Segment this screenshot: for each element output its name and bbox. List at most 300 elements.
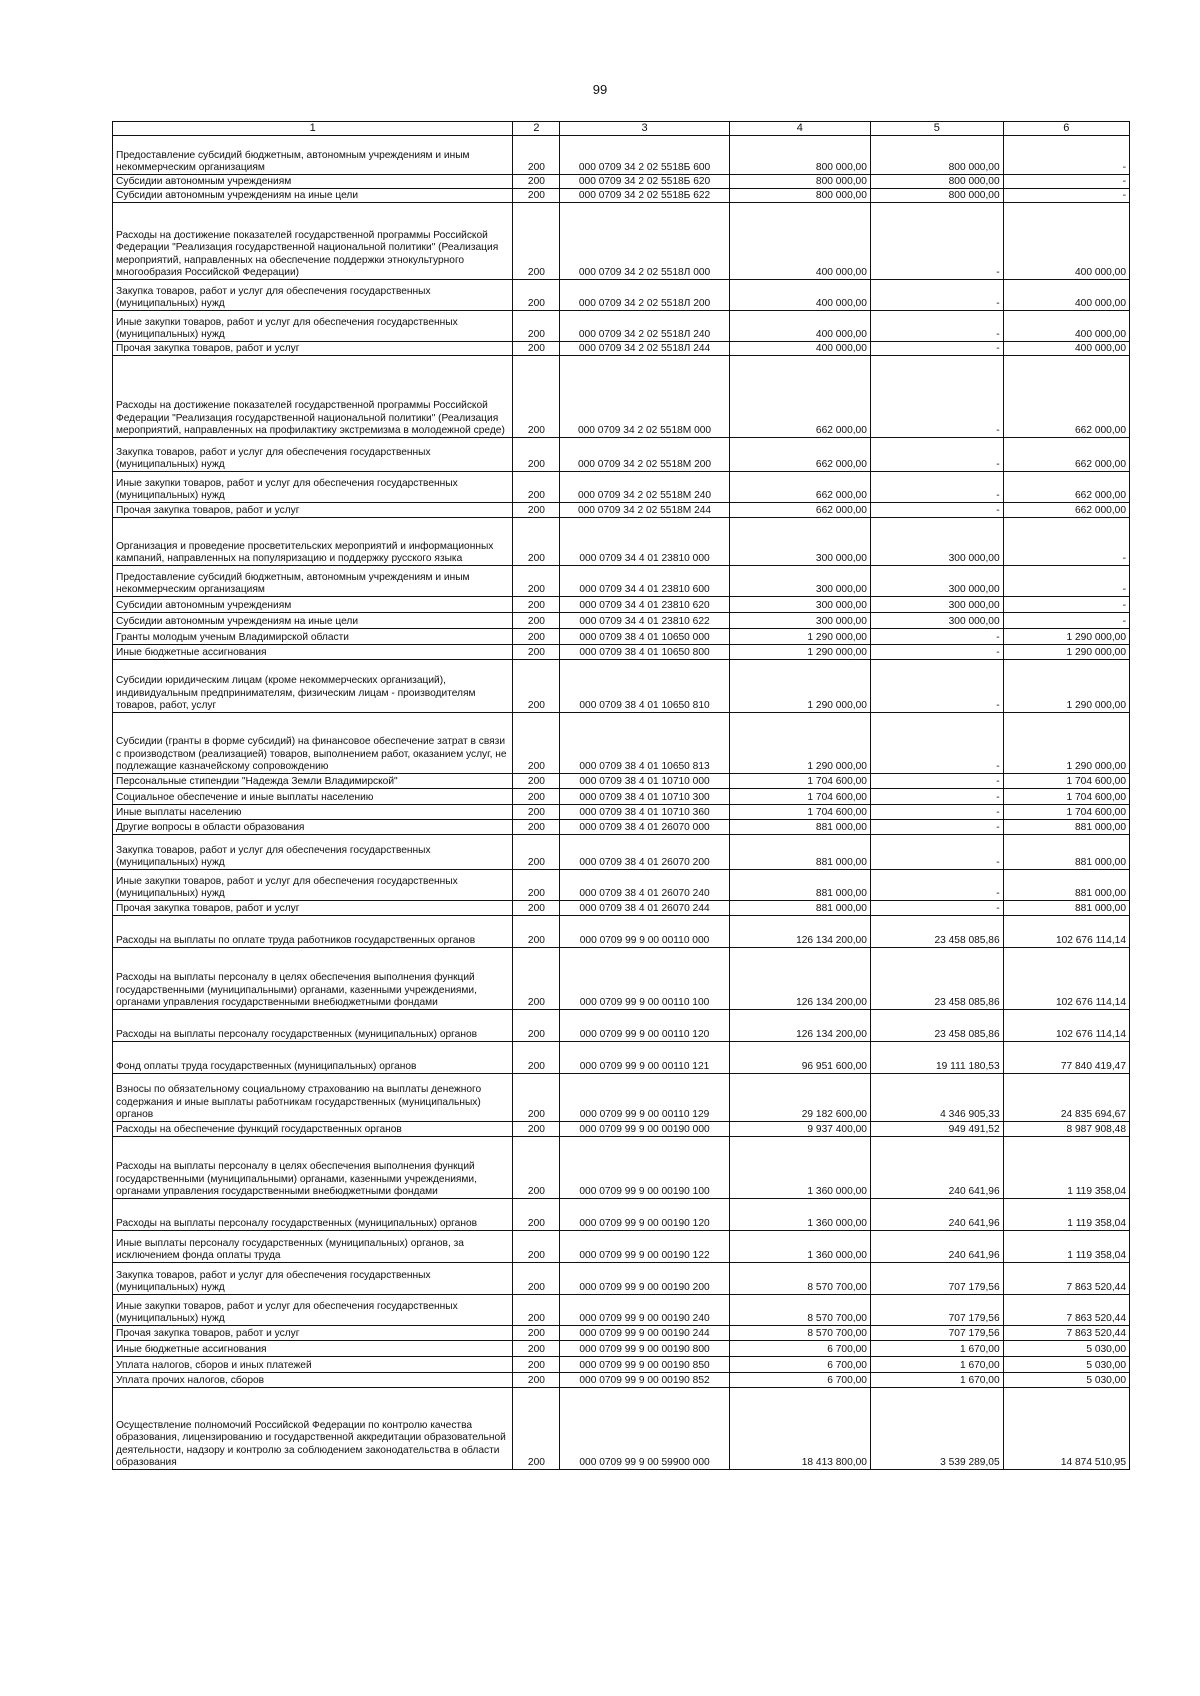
executed-amount-cell: 240 641,96 — [870, 1199, 1003, 1231]
approved-amount-cell: 400 000,00 — [729, 311, 870, 342]
remaining-amount-cell: 1 290 000,00 — [1003, 713, 1129, 774]
admin-code-cell: 200 — [513, 356, 560, 438]
approved-amount-cell: 9 937 400,00 — [729, 1122, 870, 1137]
table-row — [113, 1122, 1130, 1137]
budget-code-cell: 000 0709 99 9 00 00190 200 — [560, 1263, 729, 1295]
budget-code-cell: 000 0709 34 4 01 23810 000 — [560, 518, 729, 566]
approved-amount-cell: 300 000,00 — [729, 518, 870, 566]
approved-amount-cell: 800 000,00 — [729, 136, 870, 175]
item-name-cell: Прочая закупка товаров, работ и услуг — [113, 901, 513, 916]
admin-code-cell: 200 — [513, 1199, 560, 1231]
col-header-2: 2 — [513, 122, 560, 136]
executed-amount-cell: 19 111 180,53 — [870, 1042, 1003, 1074]
remaining-amount-cell: 1 290 000,00 — [1003, 645, 1129, 660]
col-header-3: 3 — [560, 122, 729, 136]
executed-amount-cell: - — [870, 660, 1003, 713]
remaining-amount-cell: 1 290 000,00 — [1003, 660, 1129, 713]
budget-code-cell: 000 0709 99 9 00 00110 120 — [560, 1010, 729, 1042]
executed-amount-cell: 23 458 085,86 — [870, 916, 1003, 948]
admin-code-cell: 200 — [513, 835, 560, 870]
admin-code-cell: 200 — [513, 1295, 560, 1326]
admin-code-cell: 200 — [513, 342, 560, 356]
table-row — [113, 311, 1130, 342]
executed-amount-cell: - — [870, 472, 1003, 503]
item-name-cell: Прочая закупка товаров, работ и услуг — [113, 1326, 513, 1341]
remaining-amount-cell: 5 030,00 — [1003, 1373, 1129, 1388]
item-name-cell: Субсидии автономным учреждениям на иные цели — [113, 613, 513, 629]
admin-code-cell: 200 — [513, 597, 560, 613]
remaining-amount-cell: 1 119 358,04 — [1003, 1199, 1129, 1231]
admin-code-cell: 200 — [513, 1042, 560, 1074]
item-name-cell: Организация и проведение просветительских мероприятий и информационных кампаний, направленных на популяризацию и поддержку русского языка — [113, 518, 513, 566]
item-name-cell: Другие вопросы в области образования — [113, 820, 513, 835]
remaining-amount-cell: 881 000,00 — [1003, 835, 1129, 870]
approved-amount-cell: 1 290 000,00 — [729, 660, 870, 713]
executed-amount-cell: 800 000,00 — [870, 136, 1003, 175]
table-row — [113, 438, 1130, 472]
remaining-amount-cell: - — [1003, 175, 1129, 189]
remaining-amount-cell: - — [1003, 566, 1129, 597]
page-number: 99 — [592, 82, 608, 97]
remaining-amount-cell: 400 000,00 — [1003, 311, 1129, 342]
executed-amount-cell: - — [870, 311, 1003, 342]
admin-code-cell: 200 — [513, 820, 560, 835]
admin-code-cell: 200 — [513, 645, 560, 660]
remaining-amount-cell: 102 676 114,14 — [1003, 916, 1129, 948]
item-name-cell: Закупка товаров, работ и услуг для обеспечения государственных (муниципальных) нужд — [113, 438, 513, 472]
table-row — [113, 1137, 1130, 1199]
executed-amount-cell: 707 179,56 — [870, 1263, 1003, 1295]
remaining-amount-cell: 881 000,00 — [1003, 870, 1129, 901]
approved-amount-cell: 400 000,00 — [729, 203, 870, 280]
budget-code-cell: 000 0709 34 2 02 5518Б 600 — [560, 136, 729, 175]
executed-amount-cell: 707 179,56 — [870, 1295, 1003, 1326]
admin-code-cell: 200 — [513, 280, 560, 311]
executed-amount-cell: - — [870, 629, 1003, 645]
approved-amount-cell: 662 000,00 — [729, 503, 870, 518]
approved-amount-cell: 300 000,00 — [729, 566, 870, 597]
remaining-amount-cell: 1 119 358,04 — [1003, 1137, 1129, 1199]
remaining-amount-cell: 8 987 908,48 — [1003, 1122, 1129, 1137]
remaining-amount-cell: 881 000,00 — [1003, 820, 1129, 835]
table-row — [113, 1341, 1130, 1357]
budget-code-cell: 000 0709 38 4 01 10710 300 — [560, 789, 729, 805]
admin-code-cell: 200 — [513, 311, 560, 342]
table-row — [113, 1357, 1130, 1373]
remaining-amount-cell: 14 874 510,95 — [1003, 1388, 1129, 1470]
executed-amount-cell: 949 491,52 — [870, 1122, 1003, 1137]
item-name-cell: Закупка товаров, работ и услуг для обеспечения государственных (муниципальных) нужд — [113, 1263, 513, 1295]
item-name-cell: Иные закупки товаров, работ и услуг для обеспечения государственных (муниципальных) нужд — [113, 1295, 513, 1326]
table-row — [113, 136, 1130, 175]
table-row — [113, 280, 1130, 311]
table-row — [113, 948, 1130, 1010]
table-row — [113, 175, 1130, 189]
col-header-1: 1 — [113, 122, 513, 136]
budget-code-cell: 000 0709 34 2 02 5518М 000 — [560, 356, 729, 438]
remaining-amount-cell: - — [1003, 518, 1129, 566]
item-name-cell: Уплата налогов, сборов и иных платежей — [113, 1357, 513, 1373]
approved-amount-cell: 1 290 000,00 — [729, 645, 870, 660]
admin-code-cell: 200 — [513, 1263, 560, 1295]
approved-amount-cell: 96 951 600,00 — [729, 1042, 870, 1074]
table-header-row — [113, 122, 1130, 136]
item-name-cell: Расходы на обеспечение функций государственных органов — [113, 1122, 513, 1137]
executed-amount-cell: 300 000,00 — [870, 518, 1003, 566]
budget-code-cell: 000 0709 34 4 01 23810 600 — [560, 566, 729, 597]
admin-code-cell: 200 — [513, 774, 560, 789]
executed-amount-cell: 1 670,00 — [870, 1341, 1003, 1357]
item-name-cell: Фонд оплаты труда государственных (муниципальных) органов — [113, 1042, 513, 1074]
executed-amount-cell: - — [870, 280, 1003, 311]
executed-amount-cell: - — [870, 203, 1003, 280]
table-row — [113, 203, 1130, 280]
table-row — [113, 774, 1130, 789]
admin-code-cell: 200 — [513, 613, 560, 629]
remaining-amount-cell: - — [1003, 189, 1129, 203]
remaining-amount-cell: 662 000,00 — [1003, 356, 1129, 438]
table-row — [113, 1199, 1130, 1231]
remaining-amount-cell: 77 840 419,47 — [1003, 1042, 1129, 1074]
approved-amount-cell: 1 360 000,00 — [729, 1231, 870, 1263]
item-name-cell: Предоставление субсидий бюджетным, автономным учреждениям и иным некоммерческим организациям — [113, 136, 513, 175]
approved-amount-cell: 881 000,00 — [729, 835, 870, 870]
remaining-amount-cell: 1 290 000,00 — [1003, 629, 1129, 645]
budget-code-cell: 000 0709 38 4 01 10710 360 — [560, 805, 729, 820]
budget-code-cell: 000 0709 38 4 01 26070 200 — [560, 835, 729, 870]
table-row — [113, 1373, 1130, 1388]
admin-code-cell: 200 — [513, 1326, 560, 1341]
budget-code-cell: 000 0709 99 9 00 00190 244 — [560, 1326, 729, 1341]
table-row — [113, 472, 1130, 503]
budget-code-cell: 000 0709 99 9 00 00190 000 — [560, 1122, 729, 1137]
approved-amount-cell: 1 704 600,00 — [729, 805, 870, 820]
approved-amount-cell: 881 000,00 — [729, 870, 870, 901]
executed-amount-cell: - — [870, 503, 1003, 518]
executed-amount-cell: - — [870, 713, 1003, 774]
executed-amount-cell: 4 346 905,33 — [870, 1074, 1003, 1122]
approved-amount-cell: 400 000,00 — [729, 280, 870, 311]
budget-code-cell: 000 0709 34 2 02 5518Б 620 — [560, 175, 729, 189]
executed-amount-cell: - — [870, 438, 1003, 472]
col-header-4: 4 — [729, 122, 870, 136]
admin-code-cell: 200 — [513, 629, 560, 645]
admin-code-cell: 200 — [513, 175, 560, 189]
item-name-cell: Взносы по обязательному социальному страхованию на выплаты денежного содержания и иные выплаты работникам государственных (муниципальных) органов — [113, 1074, 513, 1122]
item-name-cell: Иные выплаты персоналу государственных (муниципальных) органов, за исключением фонда оплаты труда — [113, 1231, 513, 1263]
executed-amount-cell: 3 539 289,05 — [870, 1388, 1003, 1470]
budget-code-cell: 000 0709 34 2 02 5518Б 622 — [560, 189, 729, 203]
table-row — [113, 1263, 1130, 1295]
admin-code-cell: 200 — [513, 1074, 560, 1122]
item-name-cell: Расходы на выплаты персоналу государственных (муниципальных) органов — [113, 1010, 513, 1042]
budget-code-cell: 000 0709 38 4 01 10650 813 — [560, 713, 729, 774]
item-name-cell: Уплата прочих налогов, сборов — [113, 1373, 513, 1388]
table-row — [113, 629, 1130, 645]
item-name-cell: Закупка товаров, работ и услуг для обеспечения государственных (муниципальных) нужд — [113, 835, 513, 870]
item-name-cell: Субсидии автономным учреждениям на иные цели — [113, 189, 513, 203]
admin-code-cell: 200 — [513, 805, 560, 820]
admin-code-cell: 200 — [513, 916, 560, 948]
budget-code-cell: 000 0709 99 9 00 00190 122 — [560, 1231, 729, 1263]
admin-code-cell: 200 — [513, 1357, 560, 1373]
admin-code-cell: 200 — [513, 1137, 560, 1199]
col-header-6: 6 — [1003, 122, 1129, 136]
remaining-amount-cell: 1 119 358,04 — [1003, 1231, 1129, 1263]
admin-code-cell: 200 — [513, 1388, 560, 1470]
approved-amount-cell: 400 000,00 — [729, 342, 870, 356]
admin-code-cell: 200 — [513, 901, 560, 916]
approved-amount-cell: 1 360 000,00 — [729, 1137, 870, 1199]
table-row — [113, 820, 1130, 835]
table-row — [113, 597, 1130, 613]
item-name-cell: Гранты молодым ученым Владимирской области — [113, 629, 513, 645]
executed-amount-cell: - — [870, 356, 1003, 438]
remaining-amount-cell: 7 863 520,44 — [1003, 1295, 1129, 1326]
remaining-amount-cell: 1 704 600,00 — [1003, 805, 1129, 820]
remaining-amount-cell: 662 000,00 — [1003, 503, 1129, 518]
executed-amount-cell: 300 000,00 — [870, 566, 1003, 597]
remaining-amount-cell: 7 863 520,44 — [1003, 1263, 1129, 1295]
executed-amount-cell: - — [870, 645, 1003, 660]
remaining-amount-cell: 400 000,00 — [1003, 280, 1129, 311]
table-row — [113, 1074, 1130, 1122]
item-name-cell: Прочая закупка товаров, работ и услуг — [113, 503, 513, 518]
approved-amount-cell: 800 000,00 — [729, 175, 870, 189]
item-name-cell: Субсидии автономным учреждениям — [113, 175, 513, 189]
approved-amount-cell: 1 704 600,00 — [729, 774, 870, 789]
budget-code-cell: 000 0709 38 4 01 10650 810 — [560, 660, 729, 713]
budget-code-cell: 000 0709 34 2 02 5518Л 240 — [560, 311, 729, 342]
admin-code-cell: 200 — [513, 1010, 560, 1042]
approved-amount-cell: 881 000,00 — [729, 820, 870, 835]
executed-amount-cell: - — [870, 805, 1003, 820]
remaining-amount-cell: 662 000,00 — [1003, 438, 1129, 472]
executed-amount-cell: - — [870, 789, 1003, 805]
approved-amount-cell: 6 700,00 — [729, 1341, 870, 1357]
budget-code-cell: 000 0709 99 9 00 00190 800 — [560, 1341, 729, 1357]
budget-code-cell: 000 0709 99 9 00 00190 852 — [560, 1373, 729, 1388]
executed-amount-cell: 1 670,00 — [870, 1373, 1003, 1388]
executed-amount-cell: - — [870, 820, 1003, 835]
remaining-amount-cell: 400 000,00 — [1003, 342, 1129, 356]
admin-code-cell: 200 — [513, 1122, 560, 1137]
admin-code-cell: 200 — [513, 503, 560, 518]
table-row — [113, 870, 1130, 901]
table-row — [113, 566, 1130, 597]
approved-amount-cell: 6 700,00 — [729, 1357, 870, 1373]
approved-amount-cell: 1 290 000,00 — [729, 629, 870, 645]
executed-amount-cell: - — [870, 835, 1003, 870]
table-row — [113, 1326, 1130, 1341]
budget-code-cell: 000 0709 38 4 01 10650 800 — [560, 645, 729, 660]
budget-code-cell: 000 0709 99 9 00 00110 000 — [560, 916, 729, 948]
approved-amount-cell: 126 134 200,00 — [729, 1010, 870, 1042]
budget-code-cell: 000 0709 34 2 02 5518Л 200 — [560, 280, 729, 311]
item-name-cell: Предоставление субсидий бюджетным, автономным учреждениям и иным некоммерческим организациям — [113, 566, 513, 597]
executed-amount-cell: 1 670,00 — [870, 1357, 1003, 1373]
budget-execution-table — [112, 121, 1130, 1470]
approved-amount-cell: 1 360 000,00 — [729, 1199, 870, 1231]
admin-code-cell: 200 — [513, 660, 560, 713]
admin-code-cell: 200 — [513, 948, 560, 1010]
admin-code-cell: 200 — [513, 472, 560, 503]
item-name-cell: Расходы на выплаты персоналу государственных (муниципальных) органов — [113, 1199, 513, 1231]
budget-code-cell: 000 0709 34 2 02 5518Л 244 — [560, 342, 729, 356]
table-row — [113, 1010, 1130, 1042]
table-row — [113, 1388, 1130, 1470]
item-name-cell: Расходы на достижение показателей государственной программы Российской Федерации "Реализация государственной национальной политики" (Реализация мероприятий, направленных на профилактику экстремизма в молодежной среде) — [113, 356, 513, 438]
executed-amount-cell: 707 179,56 — [870, 1326, 1003, 1341]
executed-amount-cell: 800 000,00 — [870, 189, 1003, 203]
item-name-cell: Расходы на достижение показателей государственной программы Российской Федерации "Реализация государственной национальной политики" (Реализация мероприятий, направленных на обеспечение поддержки этнокультурного многообразия Российской Федерации) — [113, 203, 513, 280]
table-row — [113, 713, 1130, 774]
item-name-cell: Субсидии автономным учреждениям — [113, 597, 513, 613]
table-row — [113, 805, 1130, 820]
budget-code-cell: 000 0709 34 2 02 5518М 200 — [560, 438, 729, 472]
remaining-amount-cell: 5 030,00 — [1003, 1357, 1129, 1373]
remaining-amount-cell: 1 704 600,00 — [1003, 774, 1129, 789]
remaining-amount-cell: - — [1003, 597, 1129, 613]
remaining-amount-cell: 881 000,00 — [1003, 901, 1129, 916]
executed-amount-cell: - — [870, 342, 1003, 356]
item-name-cell: Персональные стипендии "Надежда Земли Владимирской" — [113, 774, 513, 789]
remaining-amount-cell: 662 000,00 — [1003, 472, 1129, 503]
executed-amount-cell: - — [870, 870, 1003, 901]
remaining-amount-cell: - — [1003, 136, 1129, 175]
executed-amount-cell: 240 641,96 — [870, 1137, 1003, 1199]
approved-amount-cell: 8 570 700,00 — [729, 1263, 870, 1295]
remaining-amount-cell: 5 030,00 — [1003, 1341, 1129, 1357]
approved-amount-cell: 300 000,00 — [729, 613, 870, 629]
item-name-cell: Расходы на выплаты по оплате труда работников государственных органов — [113, 916, 513, 948]
item-name-cell: Осуществление полномочий Российской Федерации по контролю качества образования, лицензированию и государственной аккредитации образовательной деятельности, надзору и контролю за соблюдением законодательства в области образования — [113, 1388, 513, 1470]
budget-code-cell: 000 0709 38 4 01 26070 000 — [560, 820, 729, 835]
budget-code-cell: 000 0709 34 2 02 5518М 244 — [560, 503, 729, 518]
admin-code-cell: 200 — [513, 789, 560, 805]
budget-code-cell: 000 0709 34 2 02 5518Л 000 — [560, 203, 729, 280]
approved-amount-cell: 300 000,00 — [729, 597, 870, 613]
table-row — [113, 916, 1130, 948]
item-name-cell: Закупка товаров, работ и услуг для обеспечения государственных (муниципальных) нужд — [113, 280, 513, 311]
approved-amount-cell: 126 134 200,00 — [729, 916, 870, 948]
table-row — [113, 613, 1130, 629]
item-name-cell: Прочая закупка товаров, работ и услуг — [113, 342, 513, 356]
remaining-amount-cell: 102 676 114,14 — [1003, 1010, 1129, 1042]
table-row — [113, 518, 1130, 566]
table-row — [113, 503, 1130, 518]
table-row — [113, 660, 1130, 713]
remaining-amount-cell: 24 835 694,67 — [1003, 1074, 1129, 1122]
item-name-cell: Иные выплаты населению — [113, 805, 513, 820]
budget-code-cell: 000 0709 34 4 01 23810 620 — [560, 597, 729, 613]
approved-amount-cell: 126 134 200,00 — [729, 948, 870, 1010]
approved-amount-cell: 6 700,00 — [729, 1373, 870, 1388]
admin-code-cell: 200 — [513, 136, 560, 175]
budget-code-cell: 000 0709 38 4 01 10650 000 — [560, 629, 729, 645]
approved-amount-cell: 1 704 600,00 — [729, 789, 870, 805]
admin-code-cell: 200 — [513, 438, 560, 472]
col-header-5: 5 — [870, 122, 1003, 136]
table-row — [113, 901, 1130, 916]
admin-code-cell: 200 — [513, 566, 560, 597]
item-name-cell: Субсидии (гранты в форме субсидий) на финансовое обеспечение затрат в связи с производством (реализацией) товаров, выполнением работ, оказанием услуг, не подлежащие казначейскому сопровождению — [113, 713, 513, 774]
budget-code-cell: 000 0709 99 9 00 00110 100 — [560, 948, 729, 1010]
budget-code-cell: 000 0709 99 9 00 59900 000 — [560, 1388, 729, 1470]
executed-amount-cell: 23 458 085,86 — [870, 1010, 1003, 1042]
remaining-amount-cell: - — [1003, 613, 1129, 629]
admin-code-cell: 200 — [513, 1341, 560, 1357]
executed-amount-cell: - — [870, 774, 1003, 789]
approved-amount-cell: 881 000,00 — [729, 901, 870, 916]
admin-code-cell: 200 — [513, 713, 560, 774]
budget-code-cell: 000 0709 34 4 01 23810 622 — [560, 613, 729, 629]
budget-code-cell: 000 0709 99 9 00 00190 850 — [560, 1357, 729, 1373]
admin-code-cell: 200 — [513, 1373, 560, 1388]
budget-code-cell: 000 0709 99 9 00 00190 240 — [560, 1295, 729, 1326]
admin-code-cell: 200 — [513, 203, 560, 280]
item-name-cell: Расходы на выплаты персоналу в целях обеспечения выполнения функций государственными (муниципальными) органами, казенными учреждениями, органами управления государственными внебюджетными фондами — [113, 948, 513, 1010]
budget-code-cell: 000 0709 34 2 02 5518М 240 — [560, 472, 729, 503]
table-row — [113, 356, 1130, 438]
item-name-cell: Иные закупки товаров, работ и услуг для обеспечения государственных (муниципальных) нужд — [113, 311, 513, 342]
executed-amount-cell: 300 000,00 — [870, 613, 1003, 629]
table-row — [113, 1231, 1130, 1263]
item-name-cell: Социальное обеспечение и иные выплаты населению — [113, 789, 513, 805]
table-row — [113, 1042, 1130, 1074]
item-name-cell: Иные бюджетные ассигнования — [113, 1341, 513, 1357]
table-body — [113, 136, 1130, 1470]
item-name-cell: Иные закупки товаров, работ и услуг для обеспечения государственных (муниципальных) нужд — [113, 472, 513, 503]
budget-code-cell: 000 0709 38 4 01 26070 244 — [560, 901, 729, 916]
budget-code-cell: 000 0709 99 9 00 00110 129 — [560, 1074, 729, 1122]
approved-amount-cell: 662 000,00 — [729, 472, 870, 503]
item-name-cell: Расходы на выплаты персоналу в целях обеспечения выполнения функций государственными (муниципальными) органами, казенными учреждениями, органами управления государственными внебюджетными фондами — [113, 1137, 513, 1199]
remaining-amount-cell: 400 000,00 — [1003, 203, 1129, 280]
approved-amount-cell: 662 000,00 — [729, 356, 870, 438]
approved-amount-cell: 662 000,00 — [729, 438, 870, 472]
admin-code-cell: 200 — [513, 189, 560, 203]
remaining-amount-cell: 1 704 600,00 — [1003, 789, 1129, 805]
approved-amount-cell: 8 570 700,00 — [729, 1326, 870, 1341]
executed-amount-cell: 300 000,00 — [870, 597, 1003, 613]
executed-amount-cell: - — [870, 901, 1003, 916]
table-row — [113, 1295, 1130, 1326]
item-name-cell: Субсидии юридическим лицам (кроме некоммерческих организаций), индивидуальным предпринимателям, физическим лицам - производителям товаров, работ, услуг — [113, 660, 513, 713]
remaining-amount-cell: 102 676 114,14 — [1003, 948, 1129, 1010]
item-name-cell: Иные закупки товаров, работ и услуг для обеспечения государственных (муниципальных) нужд — [113, 870, 513, 901]
budget-code-cell: 000 0709 99 9 00 00110 121 — [560, 1042, 729, 1074]
budget-code-cell: 000 0709 38 4 01 10710 000 — [560, 774, 729, 789]
item-name-cell: Иные бюджетные ассигнования — [113, 645, 513, 660]
table-row — [113, 645, 1130, 660]
budget-code-cell: 000 0709 99 9 00 00190 120 — [560, 1199, 729, 1231]
admin-code-cell: 200 — [513, 518, 560, 566]
approved-amount-cell: 29 182 600,00 — [729, 1074, 870, 1122]
approved-amount-cell: 800 000,00 — [729, 189, 870, 203]
table-row — [113, 789, 1130, 805]
approved-amount-cell: 1 290 000,00 — [729, 713, 870, 774]
budget-code-cell: 000 0709 38 4 01 26070 240 — [560, 870, 729, 901]
table-row — [113, 835, 1130, 870]
executed-amount-cell: 800 000,00 — [870, 175, 1003, 189]
admin-code-cell: 200 — [513, 1231, 560, 1263]
admin-code-cell: 200 — [513, 870, 560, 901]
budget-code-cell: 000 0709 99 9 00 00190 100 — [560, 1137, 729, 1199]
executed-amount-cell: 23 458 085,86 — [870, 948, 1003, 1010]
table-row — [113, 342, 1130, 356]
table-row — [113, 189, 1130, 203]
